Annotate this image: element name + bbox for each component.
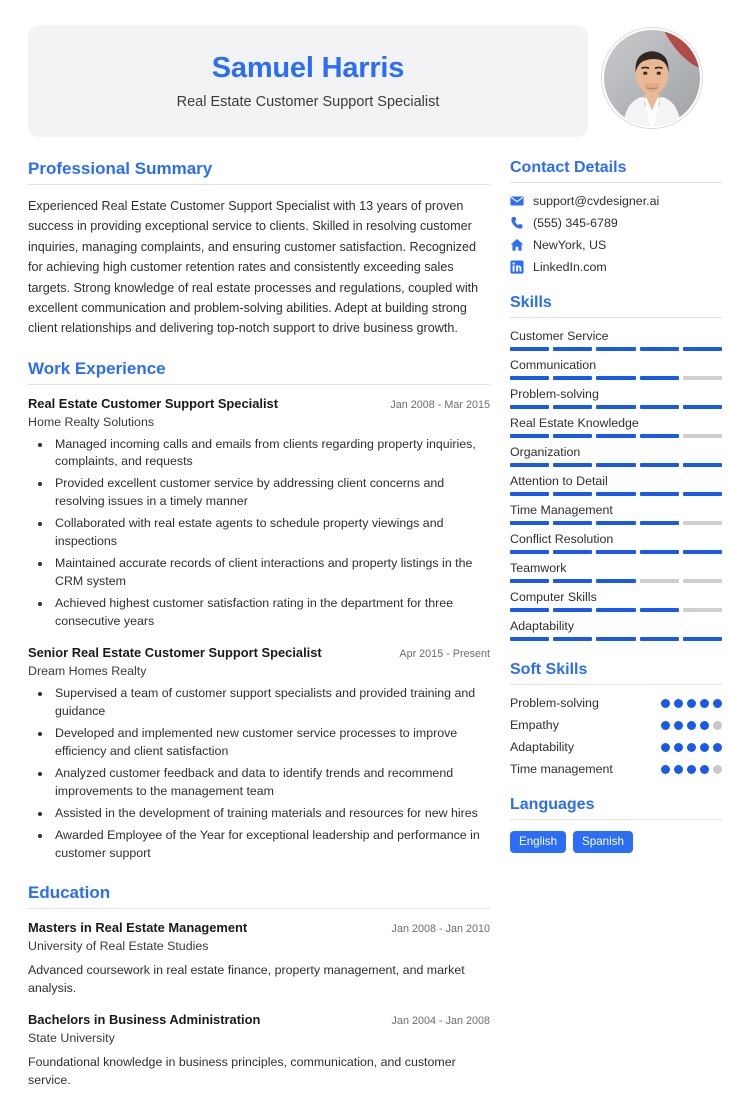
section-heading-education: Education <box>28 883 490 909</box>
skill-bar-segment <box>553 492 592 496</box>
experience-entry <box>28 396 490 632</box>
education-entry-header <box>28 1012 490 1029</box>
skill-bar-segment <box>510 637 549 641</box>
education-entry-header <box>28 920 490 937</box>
list-item: • Collaborated with real estate agents to schedule property viewings and inspections <box>52 515 490 551</box>
experience-title: Senior Real Estate Customer Support Specialist <box>28 645 322 661</box>
list-item: • Supervised a team of customer support specialists and provided training and guidance <box>52 685 490 721</box>
section-professional-summary <box>28 159 490 339</box>
main-column <box>28 159 490 1110</box>
soft-skill-label: Problem-solving <box>510 696 599 710</box>
skill-bar-segment <box>640 521 679 525</box>
skill-bar-segment <box>596 521 635 525</box>
rating-dot <box>700 743 709 752</box>
education-date: Jan 2008 - Jan 2010 <box>391 922 490 935</box>
skill-bar-segment <box>510 405 549 409</box>
skill-row <box>510 590 722 612</box>
skill-label: Real Estate Knowledge <box>510 416 639 430</box>
section-heading-skills: Skills <box>510 294 722 318</box>
rating-dot <box>674 743 683 752</box>
list-item: • Analyzed customer feedback and data to identify trends and recommend improvements to the management team <box>52 765 490 801</box>
skill-level-bar <box>510 405 722 409</box>
rating-dot <box>661 743 670 752</box>
education-degree: Masters in Real Estate Management <box>28 919 248 935</box>
soft-skill-label: Empathy <box>510 718 559 732</box>
header-job-title: Real Estate Customer Support Specialist <box>176 94 440 111</box>
skill-bar-segment <box>640 608 679 612</box>
skill-bar-segment <box>683 347 722 351</box>
rating-dot <box>713 765 722 774</box>
rating-dot <box>687 743 696 752</box>
skill-level-bar <box>510 637 722 641</box>
skill-row <box>510 416 722 438</box>
skill-bar-segment <box>510 608 549 612</box>
soft-skill-label: Time management <box>510 762 613 776</box>
experience-list <box>28 396 490 863</box>
list-item: • Provided excellent customer service by addressing client concerns and resolving issues in a timely manner <box>52 475 490 511</box>
sidebar-column <box>510 159 722 873</box>
skill-bar-segment <box>683 376 722 380</box>
education-institution: University of Real Estate Studies <box>28 938 209 953</box>
soft-skill-rating <box>661 721 722 730</box>
rating-dot <box>713 721 722 730</box>
contact-value: (555) 345-6789 <box>533 216 618 230</box>
skill-level-bar <box>510 347 722 351</box>
rating-dot <box>674 765 683 774</box>
skill-row <box>510 358 722 380</box>
skill-bar-segment <box>640 376 679 380</box>
soft-skill-row <box>510 718 722 732</box>
skill-row <box>510 329 722 351</box>
section-heading-languages: Languages <box>510 796 722 820</box>
list-item: • Maintained accurate records of client interactions and property listings in the CRM system <box>52 555 490 591</box>
education-entry <box>28 920 490 998</box>
skill-label: Conflict Resolution <box>510 532 614 546</box>
experience-entry <box>28 645 490 863</box>
soft-skills-list <box>510 696 722 776</box>
skill-bar-segment <box>553 347 592 351</box>
skill-bar-segment <box>596 579 635 583</box>
skill-bar-segment <box>596 608 635 612</box>
skill-bar-segment <box>683 463 722 467</box>
languages-list <box>510 831 722 853</box>
skill-level-bar <box>510 463 722 467</box>
page-title: Samuel Harris <box>211 51 405 84</box>
skill-bar-segment <box>683 405 722 409</box>
rating-dot <box>700 699 709 708</box>
experience-date: Jan 2008 - Mar 2015 <box>390 398 490 411</box>
soft-skill-rating <box>661 743 722 752</box>
education-date: Jan 2004 - Jan 2008 <box>391 1014 490 1027</box>
envelope-icon <box>510 194 524 208</box>
skill-level-bar <box>510 521 722 525</box>
experience-entry-header <box>28 396 490 413</box>
resume-body <box>0 159 730 1110</box>
skill-row <box>510 503 722 525</box>
skill-bar-segment <box>553 521 592 525</box>
skill-bar-segment <box>640 637 679 641</box>
skill-bar-segment <box>553 434 592 438</box>
skill-label: Computer Skills <box>510 590 597 604</box>
skill-label: Problem-solving <box>510 387 599 401</box>
experience-bullets <box>28 436 490 632</box>
section-work-experience <box>28 359 490 863</box>
section-heading-professional-summary: Professional Summary <box>28 159 490 185</box>
section-languages <box>510 796 722 853</box>
skill-level-bar <box>510 376 722 380</box>
skill-bar-segment <box>683 637 722 641</box>
contact-item-email[interactable] <box>510 194 722 208</box>
skill-bar-segment <box>596 434 635 438</box>
rating-dot <box>687 699 696 708</box>
phone-icon <box>510 216 524 230</box>
education-list <box>28 920 490 1090</box>
skill-bar-segment <box>510 521 549 525</box>
soft-skill-rating <box>661 699 722 708</box>
rating-dot <box>687 765 696 774</box>
rating-dot <box>713 699 722 708</box>
contact-item-linkedin[interactable] <box>510 260 722 274</box>
skill-bar-segment <box>510 550 549 554</box>
education-description: Foundational knowledge in business principles, communication, and customer service. <box>28 1054 456 1088</box>
education-degree: Bachelors in Business Administration <box>28 1011 261 1027</box>
list-item: • Developed and implemented new customer service processes to improve efficiency and client satisfaction <box>52 725 490 761</box>
experience-organization: Home Realty Solutions <box>28 414 155 429</box>
contact-list <box>510 194 722 274</box>
skill-label: Time Management <box>510 503 613 517</box>
skill-bar-segment <box>640 434 679 438</box>
resume-header <box>0 0 730 137</box>
language-badge: English <box>510 831 566 853</box>
section-education <box>28 883 490 1090</box>
contact-item-location[interactable] <box>510 238 722 252</box>
skill-level-bar <box>510 579 722 583</box>
skill-bar-segment <box>683 579 722 583</box>
list-item: • Managed incoming calls and emails from clients regarding property inquiries, complaints, and requests <box>52 436 490 472</box>
skill-bar-segment <box>596 376 635 380</box>
education-entry <box>28 1012 490 1090</box>
skill-bar-segment <box>596 550 635 554</box>
skill-bar-segment <box>596 637 635 641</box>
soft-skill-row <box>510 762 722 776</box>
skill-bar-segment <box>510 376 549 380</box>
skill-row <box>510 532 722 554</box>
skill-bar-segment <box>640 579 679 583</box>
skill-level-bar <box>510 608 722 612</box>
skill-row <box>510 445 722 467</box>
section-contact-details <box>510 159 722 274</box>
skill-bar-segment <box>596 492 635 496</box>
contact-value: LinkedIn.com <box>533 260 607 274</box>
soft-skill-rating <box>661 765 722 774</box>
skill-bar-segment <box>596 405 635 409</box>
skill-bar-segment <box>553 550 592 554</box>
skill-bar-segment <box>510 463 549 467</box>
skill-row <box>510 387 722 409</box>
list-item: • Awarded Employee of the Year for exceptional leadership and performance in customer support <box>52 827 490 863</box>
skill-label: Communication <box>510 358 597 372</box>
experience-organization: Dream Homes Realty <box>28 664 147 679</box>
skill-bar-segment <box>510 434 549 438</box>
profile-photo-icon <box>602 28 702 128</box>
section-heading-work-experience: Work Experience <box>28 359 490 385</box>
skill-label: Organization <box>510 445 581 459</box>
skill-bar-segment <box>640 405 679 409</box>
skill-bar-segment <box>553 463 592 467</box>
section-heading-contact-details: Contact Details <box>510 159 722 183</box>
skill-bar-segment <box>510 347 549 351</box>
rating-dot <box>661 699 670 708</box>
linkedin-icon <box>510 260 524 274</box>
skill-bar-segment <box>683 608 722 612</box>
skill-label: Adaptability <box>510 619 575 633</box>
skill-bar-segment <box>683 521 722 525</box>
skill-bar-segment <box>553 376 592 380</box>
rating-dot <box>700 765 709 774</box>
skills-list <box>510 329 722 641</box>
education-institution: State University <box>28 1030 115 1045</box>
education-description: Advanced coursework in real estate finance, property management, and market analysis. <box>28 962 465 996</box>
skill-bar-segment <box>553 579 592 583</box>
list-item: • Achieved highest customer satisfaction rating in the department for three consecutive years <box>52 595 490 631</box>
skill-bar-segment <box>683 550 722 554</box>
skill-label: Customer Service <box>510 329 609 343</box>
skill-level-bar <box>510 550 722 554</box>
summary-text: Experienced Real Estate Customer Support Specialist with 13 years of proven success in providing exceptional service to clients. Skilled in resolving customer inquiries, managing complaints, and ensuring customer satisfaction. Recognized for achieving high customer retention rates and consistently exceeding sales targets. Strong knowledge of real estate processes and regulations, coupled with excellent communication and problem-solving abilities. Adept at building strong client relationships and delivering top-notch support to drive business growth. <box>28 199 479 336</box>
skill-row <box>510 619 722 641</box>
contact-value: NewYork, US <box>533 238 607 252</box>
skill-level-bar <box>510 434 722 438</box>
list-item: • Assisted in the development of training materials and resources for new hires <box>52 805 490 823</box>
experience-date: Apr 2015 - Present <box>399 648 490 661</box>
section-soft-skills <box>510 661 722 776</box>
skill-bar-segment <box>640 463 679 467</box>
experience-bullets <box>28 685 490 863</box>
rating-dot <box>661 765 670 774</box>
skill-row <box>510 474 722 496</box>
experience-entry-header <box>28 645 490 662</box>
contact-item-phone[interactable] <box>510 216 722 230</box>
rating-dot <box>674 699 683 708</box>
skill-label: Teamwork <box>510 561 567 575</box>
skill-bar-segment <box>683 492 722 496</box>
rating-dot <box>687 721 696 730</box>
skill-bar-segment <box>510 492 549 496</box>
skill-bar-segment <box>640 347 679 351</box>
avatar <box>604 30 700 126</box>
skill-bar-segment <box>553 608 592 612</box>
section-skills <box>510 294 722 641</box>
name-card <box>28 25 588 137</box>
skill-bar-segment <box>596 463 635 467</box>
skill-bar-segment <box>553 405 592 409</box>
rating-dot <box>661 721 670 730</box>
section-heading-soft-skills: Soft Skills <box>510 661 722 685</box>
contact-value: support@cvdesigner.ai <box>533 194 660 208</box>
skill-bar-segment <box>596 347 635 351</box>
rating-dot <box>713 743 722 752</box>
skill-bar-segment <box>510 579 549 583</box>
experience-title: Real Estate Customer Support Specialist <box>28 395 279 411</box>
soft-skill-label: Adaptability <box>510 740 575 754</box>
skill-label: Attention to Detail <box>510 474 608 488</box>
skill-row <box>510 561 722 583</box>
skill-bar-segment <box>640 550 679 554</box>
soft-skill-row <box>510 696 722 710</box>
soft-skill-row <box>510 740 722 754</box>
language-badge: Spanish <box>573 831 633 853</box>
rating-dot <box>700 721 709 730</box>
skill-level-bar <box>510 492 722 496</box>
rating-dot <box>674 721 683 730</box>
skill-bar-segment <box>553 637 592 641</box>
home-icon <box>510 238 524 252</box>
skill-bar-segment <box>683 434 722 438</box>
skill-bar-segment <box>640 492 679 496</box>
